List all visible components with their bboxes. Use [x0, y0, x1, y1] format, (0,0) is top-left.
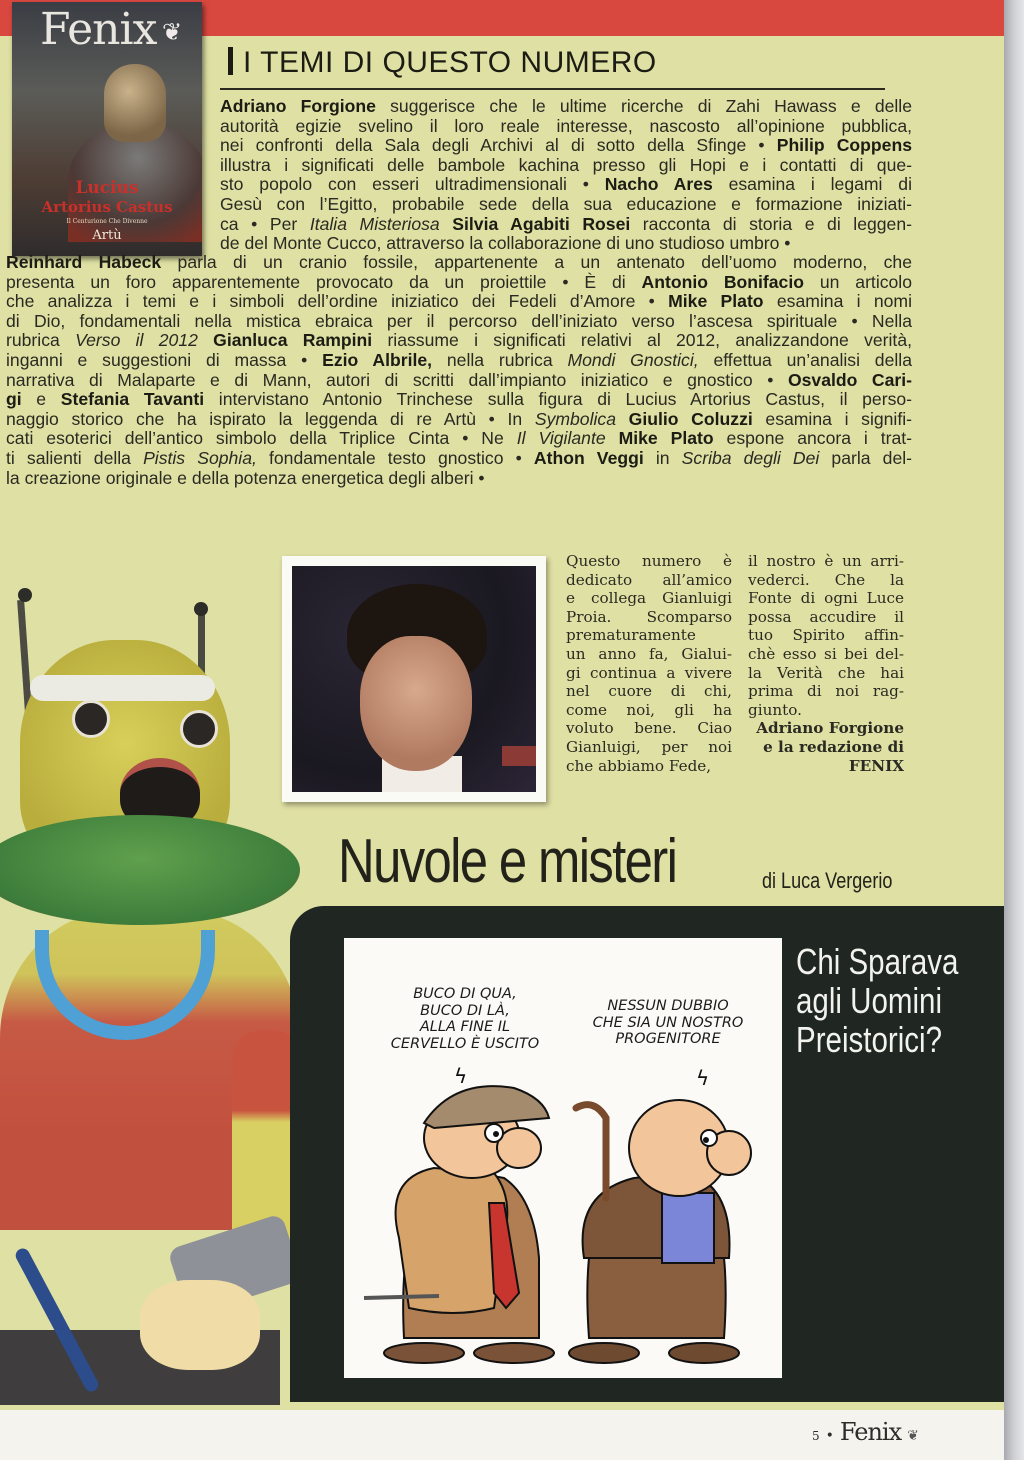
- author-name: Mike Plato: [668, 291, 764, 312]
- text-run: cati esoterici dell’antico simbolo della Triplice Cinta • Ne: [6, 428, 517, 449]
- text-run: Gesù con l’Egitto, probabile sede della sua educazione e formazione iniziati-: [220, 193, 912, 214]
- text-line: possa accudire il: [748, 607, 904, 626]
- text-run: [198, 330, 213, 350]
- text-line: [6, 253, 912, 273]
- column-name: Symbolica: [534, 408, 616, 429]
- comic-character-right: [569, 1100, 751, 1363]
- text-run: parla del-: [819, 447, 913, 468]
- text-run: esamina i nomi: [763, 291, 913, 312]
- portrait-background-detail: [502, 746, 536, 766]
- page-edge-shadow: [1004, 0, 1024, 1460]
- text-run: [440, 214, 453, 234]
- text-line: [6, 469, 912, 489]
- text-line: prima di noi rag-: [748, 682, 904, 701]
- author-name: Antonio Bonifacio: [641, 271, 804, 292]
- dedication-signature: e la redazione di: [763, 737, 904, 756]
- text-run: ti salienti della: [6, 447, 144, 468]
- author-name: Philip Coppens: [776, 135, 912, 156]
- text-run: intervistano Antonio Trinchese sulla figura di Lucius Artorius Castus, il perso-: [204, 389, 913, 410]
- text-run: in: [643, 447, 682, 468]
- text-line: il nostro è un arri-: [748, 552, 904, 570]
- text-line: la Verità che hai: [748, 663, 904, 682]
- speech-tick-icon: ϟ: [454, 1064, 468, 1088]
- footer-separator: •: [825, 1428, 834, 1444]
- text-line: [6, 273, 912, 293]
- magazine-cover-thumbnail: [12, 2, 202, 256]
- text-line: un anno fa, Gialui-: [566, 644, 732, 663]
- dedication-column-2: [748, 552, 904, 775]
- phoenix-icon: ❦: [907, 1428, 919, 1444]
- text-run: effettua un’analisi della: [698, 349, 912, 370]
- text-line: giunto.: [748, 700, 802, 719]
- text-run: ca • Per: [220, 213, 310, 234]
- author-name: Nacho Ares: [604, 174, 713, 195]
- kachina-fist: [140, 1280, 260, 1370]
- text-line: [220, 195, 912, 215]
- author-name: Mike Plato: [618, 428, 714, 449]
- kachina-eye: [72, 700, 110, 738]
- dedication-column-1: [566, 552, 732, 775]
- title-rule: [220, 88, 885, 90]
- summary-text-top: [220, 97, 912, 254]
- comic-section-title: Nuvole e misteri: [338, 827, 677, 896]
- column-name: Scriba degli Dei: [681, 447, 820, 468]
- text-run: e: [21, 389, 61, 410]
- text-run: la creazione originale e della potenza energetica degli alberi •: [6, 467, 485, 488]
- text-run: racconta di storia e di leggen-: [630, 213, 912, 234]
- text-line: NESSUN DUBBIO: [607, 998, 729, 1014]
- text-run: inganni e suggestioni di massa •: [6, 349, 323, 370]
- text-run: rubrica: [6, 330, 76, 351]
- text-run: autorità egizie svelino il loro reale interesse, nascosto all’opinione pubblica,: [220, 115, 912, 136]
- author-name: Ezio Albrile,: [322, 349, 433, 370]
- text-line: [6, 312, 912, 332]
- title-bar: [228, 47, 233, 75]
- column-name: Pistis Sophia,: [143, 447, 257, 468]
- text-line: dedicato all’amico: [566, 570, 732, 589]
- text-line: Questo numero è: [566, 552, 732, 570]
- author-name: gi: [6, 389, 22, 410]
- comic-characters: [344, 938, 782, 1378]
- author-name: Stefania Tavanti: [60, 389, 205, 410]
- cover-figure-helmet: [104, 64, 166, 142]
- text-line: Proia. Scomparso: [566, 607, 732, 626]
- text-line: [220, 97, 912, 117]
- text-line: [6, 390, 912, 410]
- kachina-antenna-tip: [194, 602, 208, 616]
- text-line: Preistorici?: [796, 1019, 943, 1060]
- text-line: [220, 175, 912, 195]
- text-run: [616, 409, 629, 429]
- text-line: nel cuore di chi,: [566, 682, 732, 701]
- text-line: chè esso si bei del-: [748, 644, 904, 663]
- text-line: CHE SIA UN NOSTRO: [592, 1014, 744, 1031]
- page-footer: [812, 1418, 919, 1446]
- kachina-eye: [180, 710, 218, 748]
- cover-logo: Fenix: [40, 4, 157, 55]
- cover-subtitle: Il Centurione Che Divenne: [66, 218, 148, 225]
- text-run: sto popolo con esseri ultradimensionali •: [220, 174, 605, 195]
- comic-section-byline: di Luca Vergerio: [762, 868, 893, 893]
- page-number: 5: [812, 1429, 820, 1443]
- text-line: Gianluigi, per noi: [566, 737, 732, 756]
- text-line: prematuramente: [566, 626, 696, 645]
- dedication-signature: Adriano Forgione: [756, 719, 904, 738]
- text-line: Chi Sparava: [796, 941, 959, 982]
- author-name: Gianluca Rampini: [213, 330, 373, 351]
- column-name: Mondi Gnostici,: [567, 349, 699, 370]
- text-line: [6, 410, 912, 430]
- text-line: [6, 371, 912, 391]
- text-line: [220, 215, 912, 235]
- text-line: e collega Gianluigi: [566, 589, 732, 608]
- text-run: suggerisce che le ultime ricerche di Zahi Hawass e delle: [375, 96, 912, 116]
- text-line: BUCO DI LÀ,: [420, 1002, 510, 1019]
- column-name: Il Vigilante: [516, 428, 606, 449]
- column-name: Italia Misteriosa: [309, 213, 440, 234]
- text-run: de del Monte Cucco, attraverso la collaborazione di uno studioso umbro •: [220, 233, 791, 254]
- text-run: nella rubrica: [432, 349, 568, 370]
- kachina-doll-image: [0, 560, 300, 1405]
- text-line: agli Uomini: [796, 980, 943, 1021]
- text-line: [220, 234, 912, 254]
- memorial-portrait-photo: [282, 556, 546, 802]
- text-run: [606, 428, 619, 448]
- text-line: voluto bene. Ciao: [566, 719, 732, 738]
- text-run: narrativa di Malaparte e di Mann, autori di scritti dall’impianto iniziatico e gnostico •: [6, 369, 788, 390]
- kachina-antenna-tip: [18, 588, 32, 602]
- text-run: illustra i significati delle bambole kachina presso gli Hopi e i contatti di que-: [220, 154, 912, 175]
- text-run: esamina i signifi-: [752, 408, 912, 429]
- text-line: [220, 117, 912, 137]
- text-run: presenta un foro apparentemente provocato da un proiettile • È di: [6, 271, 642, 292]
- text-line: [6, 292, 912, 312]
- text-run: riassume i significati relativi al 2012, analizzandone verità,: [372, 330, 912, 351]
- author-name: Athon Veggi: [533, 447, 644, 468]
- comic-strip: [344, 938, 782, 1378]
- kachina-ruff: [0, 815, 300, 925]
- summary-text-bottom: [6, 253, 912, 488]
- cover-title-line3: Artù: [92, 228, 122, 243]
- column-name: Verso il 2012: [75, 330, 198, 351]
- comic-teaser-headline: [796, 942, 960, 1059]
- speech-tick-icon: ϟ: [696, 1066, 710, 1090]
- phoenix-icon: ❦: [162, 18, 183, 46]
- cover-title-line2: Artorius Castus: [41, 198, 173, 216]
- text-run: espone ancora i trat-: [713, 428, 913, 449]
- text-run: un articolo: [803, 271, 913, 292]
- text-line: come noi, gli ha: [566, 700, 732, 719]
- text-line: BUCO DI QUA,: [413, 986, 517, 1002]
- footer-logo: Fenix: [839, 1418, 902, 1446]
- text-line: CERVELLO È USCITO: [390, 1035, 540, 1052]
- text-run: nei confronti della Sala degli Archivi al di sotto della Sfinge •: [220, 135, 777, 156]
- comic-character-left: [364, 1086, 554, 1363]
- text-run: naggio storico che ha ispirato la leggenda di re Artù • In: [6, 408, 535, 429]
- text-run: che analizza i temi e i simboli dell’ordine iniziatico dei Fedeli d’Amore •: [6, 291, 669, 312]
- text-line: vederci. Che la: [748, 570, 904, 589]
- text-line: Fonte di ogni Luce: [748, 589, 904, 608]
- section-title: [228, 46, 657, 80]
- author-name: Reinhard Habeck: [6, 252, 162, 272]
- text-line: tuo Spirito affin-: [748, 626, 904, 645]
- text-run: parla di un cranio fossile, appartenente a un antenato dell’uomo moderno, che: [161, 252, 912, 272]
- portrait-face: [360, 636, 472, 771]
- text-run: di Dio, fondamentali nella mistica ebraica per il percorso dell’iniziato verso l’ascesa spirituale • Nella: [6, 310, 912, 331]
- text-line: [220, 156, 912, 176]
- author-name: Silvia Agabiti Rosei: [452, 213, 631, 234]
- cover-title-line1: Lucius: [75, 178, 139, 198]
- text-line: [6, 331, 912, 351]
- dedication-signature: FENIX: [848, 756, 904, 775]
- author-name: Adriano Forgione: [220, 96, 376, 116]
- text-line: che abbiamo Fede,: [566, 756, 712, 775]
- section-title-text: I TEMI DI QUESTO NUMERO: [243, 46, 657, 79]
- text-run: esamina i legami di: [712, 174, 912, 195]
- author-name: Giulio Coluzzi: [628, 408, 753, 429]
- author-name: Osvaldo Cari-: [787, 369, 912, 390]
- text-line: [6, 351, 912, 371]
- text-line: ALLA FINE IL: [419, 1019, 511, 1035]
- text-run: fondamentale testo gnostico •: [256, 447, 534, 468]
- text-line: [6, 449, 912, 469]
- text-line: [220, 136, 912, 156]
- portrait-image: [292, 566, 536, 792]
- text-line: [6, 429, 912, 449]
- kachina-headband: [30, 675, 215, 701]
- text-line: gi continua a vivere: [566, 663, 732, 682]
- text-line: PROGENITORE: [615, 1031, 721, 1047]
